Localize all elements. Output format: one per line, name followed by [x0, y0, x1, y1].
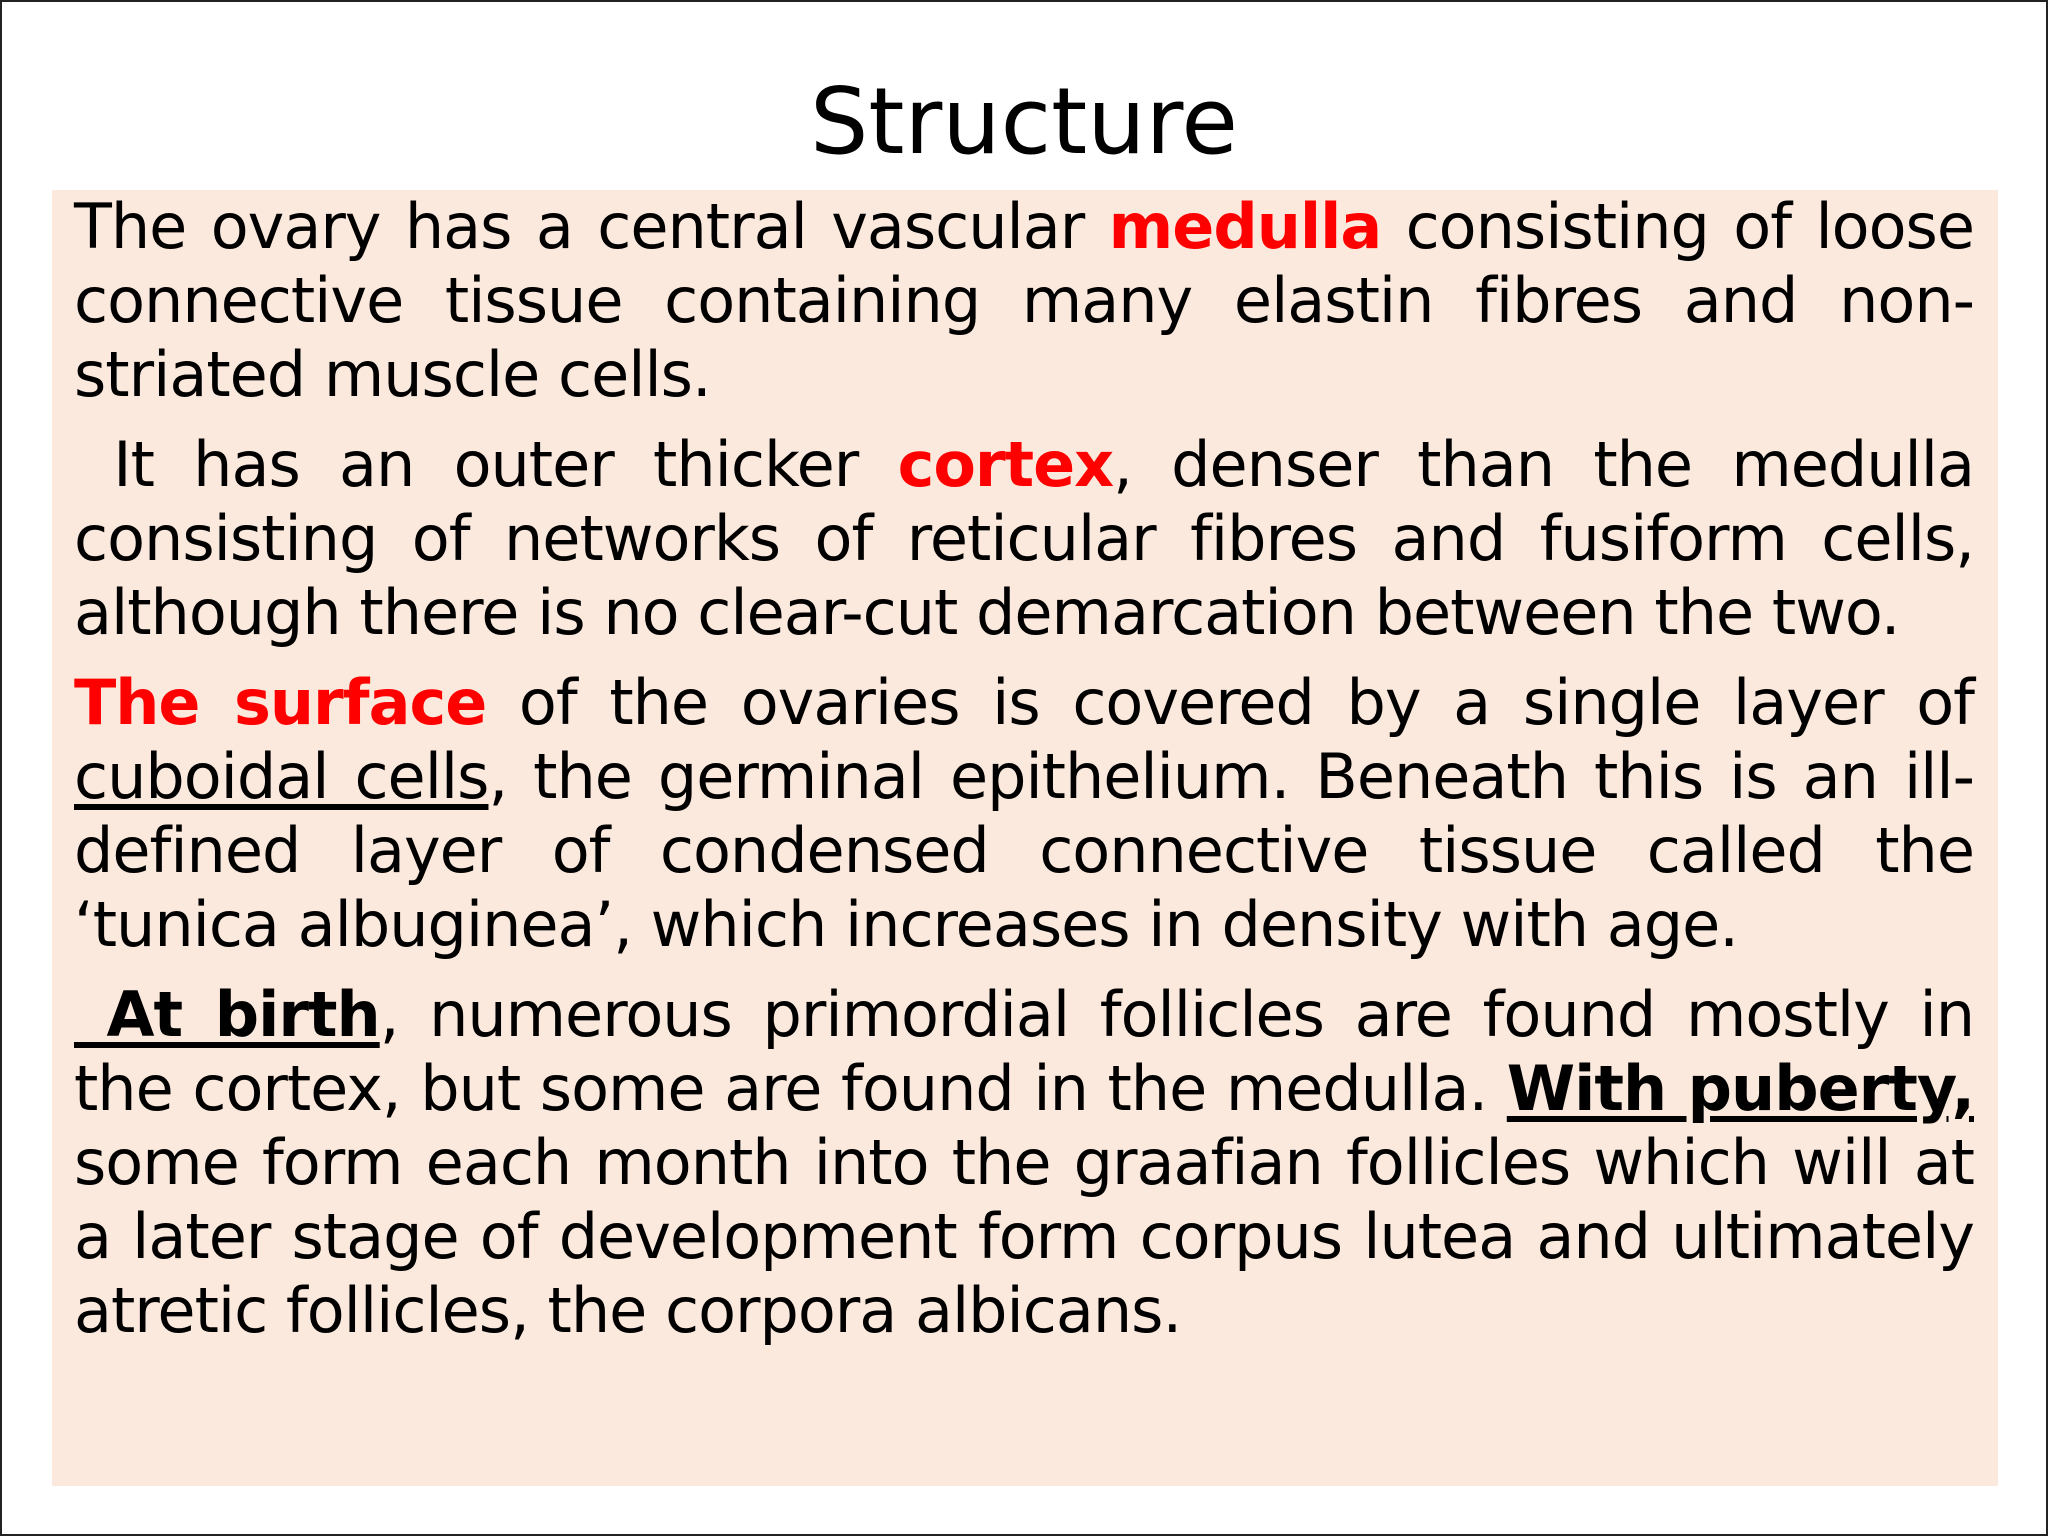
paragraph-text: , denser than the medulla consisting of networks of reticular fibres and fusiform cells, although there is no clear-cut demarcation between the two. — [74, 428, 1974, 649]
paragraph-text: , numerous primordial follicles are found mostly in the cortex, but some are found in the medulla. — [74, 978, 1974, 1125]
content-text — [74, 190, 1974, 1364]
paragraph-text: The ovary has a central vascular — [74, 190, 1109, 263]
highlight-surface: The surface — [74, 666, 487, 739]
highlight-medulla: medulla — [1108, 190, 1382, 263]
paragraph-surface — [74, 666, 1974, 962]
underlined-cuboidal-cells: cuboidal cells — [74, 740, 489, 813]
paragraph-birth — [74, 978, 1974, 1348]
paragraph-text: , the germinal epithelium. Beneath this is an ill-defined layer of condensed connective tissue called the ‘tunica albuginea’, which increases in density with age. — [74, 740, 1974, 961]
content-box — [52, 190, 1998, 1486]
slide-title: Structure — [810, 68, 1238, 175]
highlight-cortex: cortex — [897, 428, 1114, 501]
paragraph-text: It has an outer thicker — [74, 428, 898, 501]
paragraph-cortex — [74, 428, 1974, 650]
paragraph-medulla — [74, 190, 1974, 412]
underlined-at-birth: At birth — [74, 978, 380, 1051]
paragraph-text: consisting of loose connective tissue containing many elastin fibres and non-striated muscle cells. — [74, 190, 1974, 411]
paragraph-text: of the ovaries is covered by a single layer of — [486, 666, 1974, 739]
underlined-with-puberty: With puberty, — [1506, 1052, 1974, 1125]
paragraph-text: some form each month into the graafian follicles which will at a later stage of development form corpus lutea and ultimately atretic follicles, the corpora albicans. — [74, 1126, 1974, 1347]
